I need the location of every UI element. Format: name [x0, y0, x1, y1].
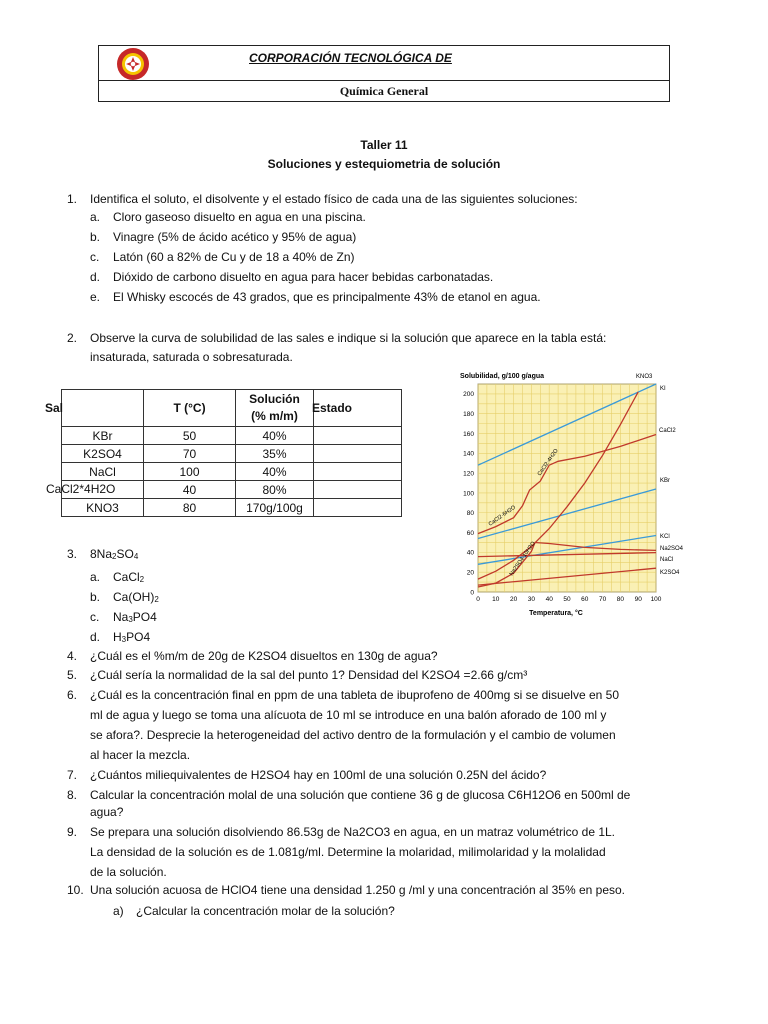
q6-line: ml de agua y luego se toma una alícuota de 10 ml se introduce en una balón aforado de 100 ml y — [90, 708, 607, 722]
q3-item-text — [113, 570, 144, 587]
x-tick-label: 50 — [563, 596, 571, 603]
q3-item-letter: c. — [90, 610, 100, 624]
x-tick-label: 10 — [492, 596, 500, 603]
q3-item-text — [113, 630, 150, 647]
table-cell: 35% — [236, 445, 314, 463]
q3-sub2: 4 — [133, 552, 139, 561]
formula: Ca(OH) — [113, 590, 155, 604]
q8-number: 8. — [67, 788, 78, 802]
table-cell: 50 — [144, 427, 236, 445]
header-percent: (% m/m) — [251, 409, 298, 423]
formula: CaCl — [113, 570, 140, 584]
table-row — [62, 445, 402, 463]
table-row — [62, 427, 402, 445]
series-label: CaCl2 — [659, 428, 676, 434]
q10-sub-text: ¿Calcular la concentración molar de la solución? — [136, 904, 395, 918]
course-name: Química General — [339, 84, 429, 98]
q3-mid: SO — [116, 547, 134, 561]
y-tick-label: 160 — [463, 430, 474, 438]
formula-sub: 2 — [154, 595, 159, 604]
header-cell — [236, 390, 314, 427]
header-sal: Sal — [45, 401, 64, 415]
q1-item-text: Dióxido de carbono disuelto en agua para hacer bebidas carbonatadas. — [113, 270, 494, 284]
series-label: KBr — [660, 478, 671, 484]
x-tick-label: 30 — [527, 596, 536, 603]
series-label: KI — [660, 386, 666, 392]
header-cell — [45, 390, 144, 427]
q10-number: 10. — [67, 883, 84, 897]
q3-text — [90, 547, 138, 564]
table-row — [62, 463, 402, 481]
formula-sub: 2 — [139, 575, 145, 584]
y-tick-label: 100 — [463, 490, 474, 498]
q3-item-letter: b. — [90, 590, 101, 604]
series-label: Na2SO4 — [660, 546, 684, 552]
x-tick-label: 0 — [476, 596, 480, 603]
header-solution: Solución — [249, 392, 300, 406]
q9-line: de la solución. — [90, 865, 167, 879]
solubility-chart — [446, 366, 686, 624]
q10-sub-letter: a) — [113, 904, 124, 918]
q1-item-letter: b. — [90, 230, 101, 244]
q3-sub1: 2 — [112, 552, 117, 561]
q3-number: 3. — [67, 547, 78, 561]
curve-label: CaCl2·4H2O — [536, 447, 560, 478]
table-cell: 80% — [236, 481, 314, 499]
y-tick-label: 40 — [466, 549, 474, 557]
y-tick-label: 120 — [463, 470, 474, 478]
x-tick-label: 90 — [634, 596, 642, 603]
series-label: K2SO4 — [660, 570, 680, 576]
table-cell: 170g/100g — [236, 499, 314, 517]
table-cell: 40% — [236, 463, 314, 481]
q2-number: 2. — [67, 331, 78, 345]
y-tick-label: 60 — [466, 529, 474, 537]
x-tick-label: 70 — [598, 596, 607, 603]
table-cell: 80 — [144, 499, 236, 517]
x-tick-label: 20 — [509, 596, 518, 603]
formula-sub: 3 — [121, 635, 127, 644]
table-cell: 40% — [236, 427, 314, 445]
header-top — [99, 46, 669, 81]
table-cell: KNO3 — [62, 499, 144, 517]
curve-label: CaCl2·6H2O — [487, 504, 517, 528]
q6-line: al hacer la mezcla. — [90, 748, 191, 762]
formula-rest: PO4 — [132, 610, 157, 624]
institution-logo — [116, 47, 150, 81]
table-cell: NaCl — [62, 463, 144, 481]
q1-item-letter: d. — [90, 270, 101, 284]
q3-prefix: 8Na — [90, 547, 113, 561]
q1-item-letter: a. — [90, 210, 101, 224]
table-cell — [314, 499, 402, 517]
table-header-row — [62, 390, 402, 427]
q5-text: ¿Cuál sería la normalidad de la sal del punto 1? Densidad del K2SO4 =2.66 g/cm³ — [90, 668, 528, 682]
table-cell: KBr — [62, 427, 144, 445]
q6-line: se afora?. Desprecie la heterogeneidad del activo dentro de la formulación y el cambio de volumen — [90, 728, 616, 742]
table-cell — [314, 463, 402, 481]
series-label: KNO3 — [636, 374, 653, 380]
formula: H — [113, 630, 122, 644]
table-cell: K2SO4 — [62, 445, 144, 463]
q1-item-letter: c. — [90, 250, 100, 264]
q9-line: Se prepara una solución disolviendo 86.53g de Na2CO3 en agua, en un matraz volumétrico de 1L. — [90, 825, 616, 839]
q10-text: Una solución acuosa de HClO4 tiene una densidad 1.250 g /ml y una concentración al 35% en peso. — [90, 883, 626, 897]
solutions-table — [45, 389, 402, 517]
header-cell — [314, 390, 402, 427]
table-cell: 100 — [144, 463, 236, 481]
q8-line: Calcular la concentración molal de una solución que contiene 36 g de glucosa C6H12O6 en 500ml de — [90, 788, 631, 802]
q7-text: ¿Cuántos miliequivalentes de H2SO4 hay en 100ml de una solución 0.25N del ácido? — [90, 768, 547, 782]
chart-title: Solubilidad, g/100 g/agua — [460, 373, 545, 380]
table-row — [62, 499, 402, 517]
x-tick-label: 80 — [616, 596, 625, 603]
q7-number: 7. — [67, 768, 78, 782]
q4-text: ¿Cuál es el %m/m de 20g de K2SO4 disueltos en 130g de agua? — [90, 649, 438, 663]
series-label: KCl — [660, 534, 670, 540]
q9-number: 9. — [67, 825, 78, 839]
chart-x-label: Temperatura, °C — [529, 610, 583, 617]
q1-item-letter: e. — [90, 290, 101, 304]
table-cell — [46, 481, 144, 499]
y-tick-label: 20 — [466, 569, 474, 577]
header-box — [98, 45, 670, 102]
y-tick-label: 180 — [463, 411, 474, 419]
q3-item-letter: a. — [90, 570, 101, 584]
plot-area — [478, 384, 656, 592]
y-tick-label: 80 — [466, 510, 474, 518]
q3-item-text — [113, 590, 159, 607]
q4-number: 4. — [67, 649, 78, 663]
x-tick-label: 100 — [650, 596, 662, 603]
q3-item-letter: d. — [90, 630, 101, 644]
table-cell — [314, 427, 402, 445]
header-temperature: T (°C) — [144, 390, 236, 427]
q1-item-text: El Whisky escocés de 43 grados, que es principalmente 43% de etanol en agua. — [113, 290, 541, 304]
q1-item-text: Cloro gaseoso disuelto en agua en una piscina. — [113, 210, 366, 224]
table-cell: 70 — [144, 445, 236, 463]
y-tick-label: 0 — [470, 589, 474, 597]
formula: Na — [113, 610, 129, 624]
x-tick-label: 40 — [545, 596, 553, 603]
curve-label: Na2SO4·10H2O — [508, 540, 537, 578]
header-state: Estado — [312, 401, 353, 415]
table-row — [62, 481, 402, 499]
workshop-subtitle: Soluciones y estequiometria de solución — [267, 157, 501, 171]
q1-number: 1. — [67, 192, 78, 206]
table-cell: 40 — [144, 481, 236, 499]
y-tick-label: 140 — [463, 450, 474, 458]
q9-line: La densidad de la solución es de 1.081g/ml. Determine la molaridad, milimolaridad y la molalidad — [90, 845, 606, 859]
q3-item-text — [113, 610, 157, 627]
q2-text-line2: insaturada, saturada o sobresaturada. — [90, 350, 293, 364]
q1-item-text: Vinagre (5% de ácido acético y 95% de agua) — [113, 230, 357, 244]
x-tick-label: 60 — [581, 596, 589, 603]
table-cell — [314, 481, 402, 499]
q2-text-line1: Observe la curva de solubilidad de las sales e indique si la solución que aparece en la tabla está: — [90, 331, 607, 345]
corporation-name: CORPORACIÓN TECNOLÓGICA DE — [249, 51, 452, 65]
table-cell — [314, 445, 402, 463]
workshop-title: Taller 11 — [360, 138, 408, 152]
q5-number: 5. — [67, 668, 78, 682]
cell-salt: CaCl2*4H2O — [46, 482, 116, 496]
formula-sub: 3 — [128, 615, 133, 624]
y-tick-label: 200 — [463, 391, 474, 399]
q8-line: agua? — [90, 805, 124, 819]
formula-rest: PO4 — [126, 630, 151, 644]
q1-item-text: Latón (60 a 82% de Cu y de 18 a 40% de Zn) — [113, 250, 355, 264]
q6-line: ¿Cuál es la concentración final en ppm de una tableta de ibuprofeno de 400mg si se disuelve en 50 — [90, 688, 620, 702]
q1-text: Identifica el soluto, el disolvente y el estado físico de cada una de las siguientes soluciones: — [90, 192, 578, 206]
q6-number: 6. — [67, 688, 78, 702]
series-label: NaCl — [660, 557, 674, 563]
